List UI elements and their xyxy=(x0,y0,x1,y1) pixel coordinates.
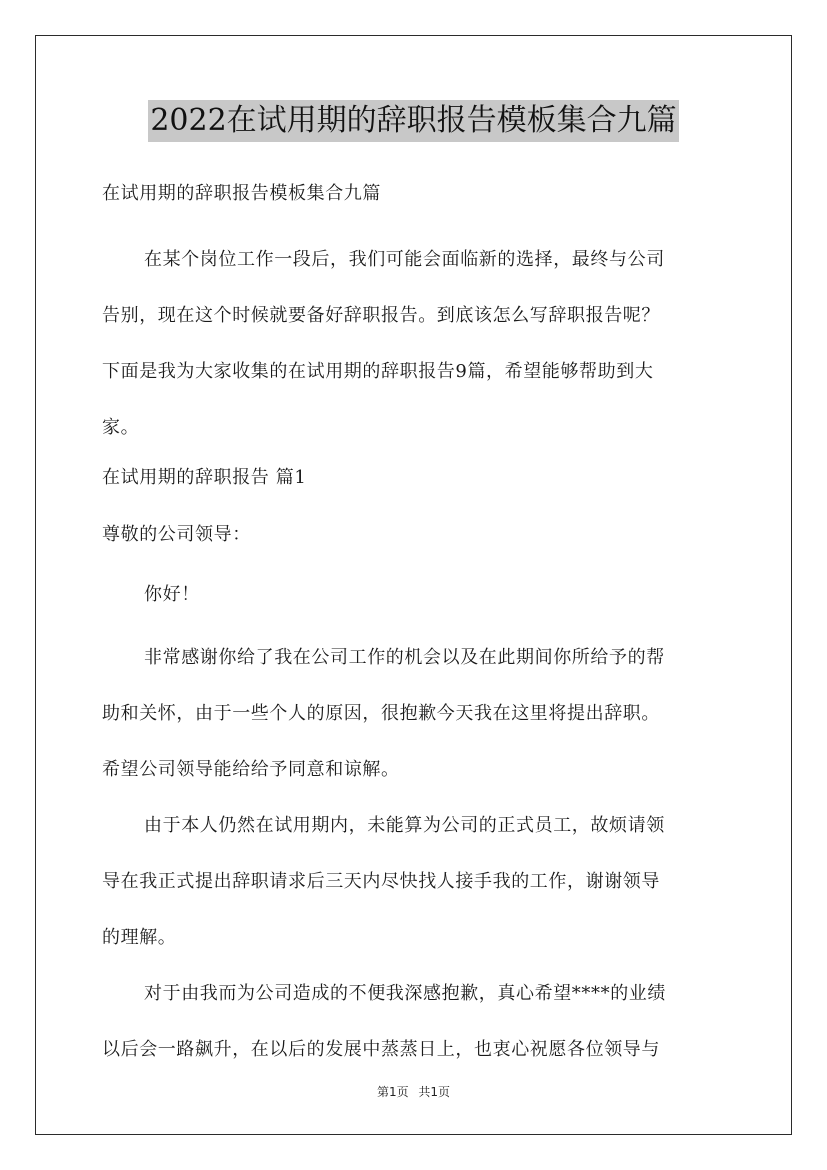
intro-line-1: 在某个岗位工作一段后，我们可能会面临新的选择，最终与公司 xyxy=(144,249,665,270)
intro-line-3: 下面是我为大家收集的在试用期的辞职报告9篇，希望能够帮助到大 xyxy=(102,361,654,382)
document-subtitle: 在试用期的辞职报告模板集合九篇 xyxy=(102,183,381,204)
greeting: 你好！ xyxy=(144,584,200,605)
document-title: 2022在试用期的辞职报告模板集合九篇 xyxy=(148,100,678,142)
title-wrapper xyxy=(0,100,827,142)
para2-line-2: 导在我正式提出辞职请求后三天内尽快找人接手我的工作，谢谢领导 xyxy=(102,871,660,892)
para3-line-2: 以后会一路飙升，在以后的发展中蒸蒸日上，也衷心祝愿各位领导与 xyxy=(102,1039,660,1060)
para1-line-1: 非常感谢你给了我在公司工作的机会以及在此期间你所给予的帮 xyxy=(144,647,665,668)
para1-line-3: 希望公司领导能给给予同意和谅解。 xyxy=(102,759,400,780)
intro-line-4: 家。 xyxy=(102,417,140,438)
para2-line-3: 的理解。 xyxy=(102,927,177,948)
document-body xyxy=(102,172,727,1078)
para2-line-1: 由于本人仍然在试用期内，未能算为公司的正式员工，故烦请领 xyxy=(144,815,665,836)
salutation: 尊敬的公司领导： xyxy=(102,524,251,545)
para3-line-1: 对于由我而为公司造成的不便我深感抱歉，真心希望****的业绩 xyxy=(144,983,666,1004)
para1-line-2: 助和关怀，由于一些个人的原因，很抱歉今天我在这里将提出辞职。 xyxy=(102,703,660,724)
page-footer xyxy=(0,1083,827,1100)
section-heading: 在试用期的辞职报告 篇1 xyxy=(102,467,307,488)
page-total: 共1页 xyxy=(418,1085,451,1099)
page-number: 第1页 xyxy=(376,1085,409,1099)
intro-line-2: 告别，现在这个时候就要备好辞职报告。到底该怎么写辞职报告呢？ xyxy=(102,305,660,326)
